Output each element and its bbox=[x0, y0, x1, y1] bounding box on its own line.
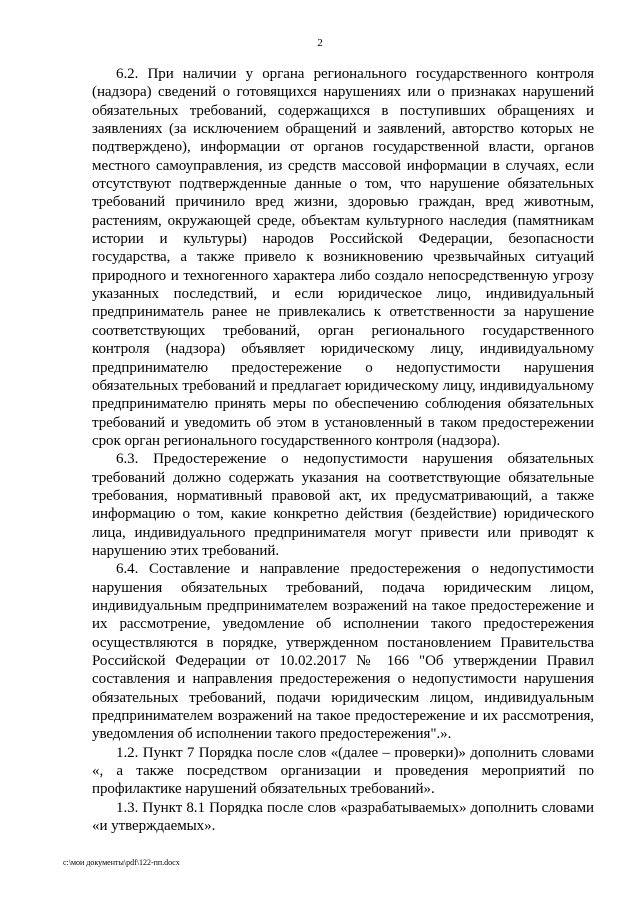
paragraph-1-3: 1.3. Пункт 8.1 Порядка после слов «разрабатываемых» дополнить словами «и утверждаемых». bbox=[92, 799, 594, 835]
paragraph-6-4: 6.4. Составление и направление предостережения о недопустимости нарушения обязательных требований, подача юридическим лицом, индивидуальным предпринимателем возражений на такое предостережение и их рассмотрение, уведомление об исполнении такого предостережения осуществляются в порядке, утвержденном постановлением Правительства Российской Федерации от 10.02.2017 № 166 "Об утверждении Правил составления и направления предостережения о недопустимости нарушения обязательных требований, подачи юридическим лицом, индивидуальным предпринимателем возражений на такое предостережение и их рассмотрения, уведомления об исполнении такого предостережения".». bbox=[92, 561, 594, 743]
footer-file-path: c:\мои документы\pdf\122-пп.docx bbox=[63, 858, 180, 867]
paragraph-6-2: 6.2. При наличии у органа регионального государственного контроля (надзора) сведений о готовящихся нарушениях или о признаках нарушений обязательных требований, содержащихся в поступивших обращениях и заявлениях (за исключением обращений и заявлений, авторство которых не подтверждено), информации от органов государственной власти, органов местного самоуправления, из средств массовой информации в случаях, если отсутствуют подтвержденные данные о том, что нарушение обязательных требований причинило вред жизни, здоровью граждан, вред животным, растениям, окружающей среде, объектам культурного наследия (памятникам истории и культуры) народов Российской Федерации, безопасности государства, а также привело к возникновению чрезвычайных ситуаций природного и техногенного характера либо создало непосредственную угрозу указанных последствий, и если юридическое лицо, индивидуальный предприниматель ранее не привлекались к ответственности за нарушение соответствующих требований, орган регионального государственного контроля (надзора) объявляет юридическому лицу, индивидуальному предпринимателю предостережение о недопустимости нарушения обязательных требований и предлагает юридическому лицу, индивидуальному предпринимателю принять меры по обеспечению соблюдения обязательных требований и уведомить об этом в установленный в таком предостережении срок орган регионального государственного контроля (надзора). bbox=[92, 66, 594, 449]
page-number: 2 bbox=[317, 37, 323, 49]
document-body bbox=[92, 65, 594, 835]
paragraph-1-2: 1.2. Пункт 7 Порядка после слов «(далее – проверки)» дополнить словами «, а также посредством организации и проведения мероприятий по профилактике нарушений обязательных требований». bbox=[92, 744, 594, 798]
paragraph-6-3: 6.3. Предостережение о недопустимости нарушения обязательных требований должно содержать указания на соответствующие обязательные требования, нормативный правовой акт, их предусматривающий, а также информацию о том, какие конкретно действия (бездействие) юридического лица, индивидуального предпринимателя могут привести или приводят к нарушению этих требований. bbox=[92, 451, 594, 559]
